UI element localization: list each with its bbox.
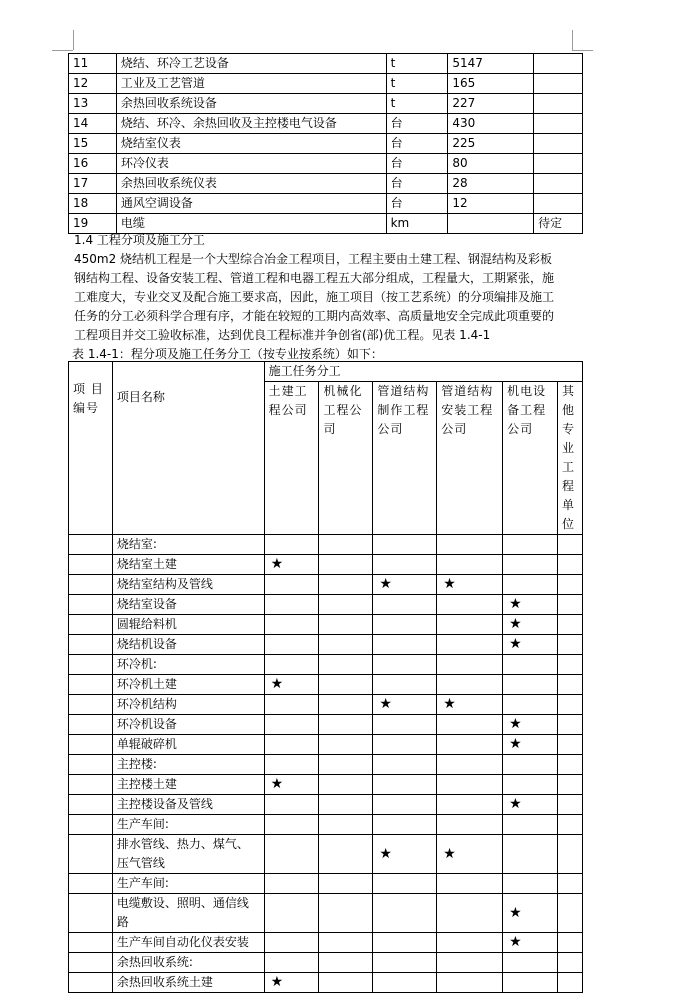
mark-cell: [503, 535, 558, 555]
table-row: [69, 695, 583, 715]
quantity-cell: 165: [448, 74, 534, 94]
mark-cell: [319, 735, 373, 755]
quantity-cell: 430: [448, 114, 534, 134]
unit-cell: 台: [386, 154, 448, 174]
star-mark: ★: [503, 595, 558, 615]
header-column-2: 机械化工程公司: [319, 382, 373, 535]
item-number-cell: [69, 695, 113, 715]
mark-cell: [557, 815, 582, 835]
item-number-cell: 19: [69, 214, 117, 234]
mark-cell: [264, 715, 319, 735]
item-number-cell: [69, 575, 113, 595]
item-name-cell: 生产车间:: [112, 874, 264, 894]
item-number-cell: [69, 953, 113, 973]
mark-cell: [319, 715, 373, 735]
header-column-5: 机电设备工程公司: [503, 382, 558, 535]
mark-cell: [373, 595, 437, 615]
item-number-cell: 15: [69, 134, 117, 154]
mark-cell: [557, 973, 582, 993]
table-caption: 表 1.4-1：程分项及施工任务分工（按专业按系统）如下：: [72, 347, 383, 361]
star-mark: ★: [503, 795, 558, 815]
mark-cell: [373, 953, 437, 973]
item-number-cell: [69, 933, 113, 953]
mark-cell: [557, 695, 582, 715]
table-row: [69, 94, 583, 114]
table-row: [69, 894, 583, 933]
item-number-cell: [69, 595, 113, 615]
unit-cell: 台: [386, 194, 448, 214]
mark-cell: [437, 735, 503, 755]
table-row: [69, 835, 583, 874]
note-cell: [534, 134, 583, 154]
item-number-cell: [69, 555, 113, 575]
item-name-cell: 排水管线、热力、煤气、压气管线: [112, 835, 264, 874]
mark-cell: [557, 835, 582, 874]
mark-cell: [319, 894, 373, 933]
table-row: [69, 874, 583, 894]
item-number-cell: 18: [69, 194, 117, 214]
item-name-cell: 工业及工艺管道: [116, 74, 386, 94]
body-line: 任务的分工必须科学合理有序，才能在较短的工期内高效率、高质量地安全完成此项重要的: [74, 309, 555, 323]
mark-cell: [437, 755, 503, 775]
item-name-cell: 烧结室土建: [112, 555, 264, 575]
mark-cell: [264, 755, 319, 775]
mark-cell: [264, 835, 319, 874]
crop-mark-left-h: [52, 50, 73, 51]
table-row: [69, 973, 583, 993]
star-mark: ★: [437, 695, 503, 715]
note-cell: [534, 54, 583, 74]
mark-cell: [437, 775, 503, 795]
star-mark: ★: [264, 775, 319, 795]
mark-cell: [373, 795, 437, 815]
item-number-cell: 16: [69, 154, 117, 174]
quantity-cell: 227: [448, 94, 534, 114]
item-number-cell: [69, 675, 113, 695]
unit-cell: 台: [386, 134, 448, 154]
item-number-cell: 13: [69, 94, 117, 114]
mark-cell: [373, 973, 437, 993]
mark-cell: [264, 535, 319, 555]
table-row: [69, 74, 583, 94]
note-cell: [534, 194, 583, 214]
note-cell: [534, 94, 583, 114]
mark-cell: [373, 815, 437, 835]
item-number-cell: 11: [69, 54, 117, 74]
star-mark: ★: [264, 973, 319, 993]
mark-cell: [437, 795, 503, 815]
header-column-4: 管道结构安装工程公司: [437, 382, 503, 535]
mark-cell: [319, 575, 373, 595]
item-name-cell: 主控楼土建: [112, 775, 264, 795]
mark-cell: [264, 933, 319, 953]
star-mark: ★: [503, 933, 558, 953]
item-name-cell: 环冷机设备: [112, 715, 264, 735]
item-name-cell: 烧结、环冷、余热回收及主控楼电气设备: [116, 114, 386, 134]
table-row: [69, 675, 583, 695]
mark-cell: [319, 595, 373, 615]
item-name-cell: 环冷机结构: [112, 695, 264, 715]
header-column-1: 土建工程公司: [264, 382, 319, 535]
item-name-cell: 电缆: [116, 214, 386, 234]
mark-cell: [264, 635, 319, 655]
item-name-cell: 通风空调设备: [116, 194, 386, 214]
crop-mark-right-h: [572, 50, 593, 51]
item-name-cell: 余热回收系统土建: [112, 973, 264, 993]
mark-cell: [319, 933, 373, 953]
table-row: [69, 575, 583, 595]
item-name-cell: 余热回收系统:: [112, 953, 264, 973]
item-name-cell: 烧结室:: [112, 535, 264, 555]
item-name-cell: 烧结、环冷工艺设备: [116, 54, 386, 74]
crop-mark-left: [73, 30, 74, 50]
mark-cell: [319, 815, 373, 835]
mark-cell: [503, 555, 558, 575]
mark-cell: [319, 874, 373, 894]
mark-cell: [557, 715, 582, 735]
star-mark: ★: [264, 555, 319, 575]
item-name-cell: 环冷仪表: [116, 154, 386, 174]
mark-cell: [437, 675, 503, 695]
mark-cell: [503, 815, 558, 835]
item-number-cell: [69, 894, 113, 933]
mark-cell: [557, 535, 582, 555]
mark-cell: [373, 675, 437, 695]
table-row: [69, 194, 583, 214]
note-cell: [534, 74, 583, 94]
unit-cell: 台: [386, 114, 448, 134]
mark-cell: [437, 615, 503, 635]
item-number-cell: [69, 815, 113, 835]
item-number-cell: [69, 615, 113, 635]
header-item-number: 项 目编号: [69, 362, 113, 535]
quantity-cell: 80: [448, 154, 534, 174]
mark-cell: [264, 874, 319, 894]
mark-cell: [264, 575, 319, 595]
item-name-cell: 电缆敷设、照明、通信线路: [112, 894, 264, 933]
item-number-cell: [69, 715, 113, 735]
header-task-group: 施工任务分工: [264, 362, 582, 382]
mark-cell: [557, 755, 582, 775]
mark-cell: [319, 953, 373, 973]
mark-cell: [319, 655, 373, 675]
mark-cell: [437, 535, 503, 555]
mark-cell: [319, 835, 373, 874]
table-row: [69, 555, 583, 575]
mark-cell: [373, 874, 437, 894]
mark-cell: [557, 953, 582, 973]
item-name-cell: 圆辊给料机: [112, 615, 264, 635]
table-row: [69, 715, 583, 735]
quantity-cell: 12: [448, 194, 534, 214]
body-line: 钢结构工程、设备安装工程、管道工程和电器工程五大部分组成，工程量大，工期紧张，施: [74, 271, 555, 285]
item-number-cell: [69, 655, 113, 675]
star-mark: ★: [264, 675, 319, 695]
mark-cell: [319, 755, 373, 775]
table-row: [69, 755, 583, 775]
mark-cell: [437, 933, 503, 953]
table-row: [69, 114, 583, 134]
mark-cell: [557, 555, 582, 575]
item-name-cell: 环冷机:: [112, 655, 264, 675]
mark-cell: [373, 755, 437, 775]
star-mark: ★: [373, 835, 437, 874]
mark-cell: [264, 815, 319, 835]
star-mark: ★: [437, 835, 503, 874]
unit-cell: 台: [386, 174, 448, 194]
item-name-cell: 主控楼:: [112, 755, 264, 775]
header-row-top: [69, 362, 583, 382]
body-line: 工难度大，专业交叉及配合施工要求高，因此，施工项目（按工艺系统）的分项编排及施工: [74, 290, 555, 304]
item-name-cell: 烧结室设备: [112, 595, 264, 615]
item-number-cell: [69, 835, 113, 874]
item-name-cell: 烧结室仪表: [116, 134, 386, 154]
mark-cell: [373, 894, 437, 933]
mark-cell: [557, 635, 582, 655]
unit-cell: km: [386, 214, 448, 234]
mark-cell: [503, 655, 558, 675]
item-number-cell: [69, 535, 113, 555]
mark-cell: [264, 795, 319, 815]
mark-cell: [319, 535, 373, 555]
item-number-cell: [69, 795, 113, 815]
mark-cell: [319, 775, 373, 795]
mark-cell: [264, 735, 319, 755]
mark-cell: [319, 555, 373, 575]
unit-cell: t: [386, 74, 448, 94]
body-line: 450m2 烧结机工程是一个大型综合冶金工程项目，工程主要由土建工程、钢混结构及彩板: [74, 252, 553, 266]
mark-cell: [373, 933, 437, 953]
item-number-cell: 17: [69, 174, 117, 194]
mark-cell: [557, 933, 582, 953]
crop-mark-right: [572, 30, 573, 50]
header-column-3: 管道结构制作工程公司: [373, 382, 437, 535]
mark-cell: [557, 675, 582, 695]
item-number-cell: 14: [69, 114, 117, 134]
quantity-cell: 28: [448, 174, 534, 194]
table-row: [69, 795, 583, 815]
mark-cell: [557, 775, 582, 795]
mark-cell: [264, 615, 319, 635]
mark-cell: [557, 795, 582, 815]
table-row: [69, 535, 583, 555]
table-row: [69, 933, 583, 953]
table-row: [69, 54, 583, 74]
table-row: [69, 953, 583, 973]
item-name-cell: 生产车间自动化仪表安装: [112, 933, 264, 953]
mark-cell: [319, 973, 373, 993]
mark-cell: [557, 615, 582, 635]
mark-cell: [503, 953, 558, 973]
note-cell: [534, 174, 583, 194]
mark-cell: [503, 835, 558, 874]
mark-cell: [319, 675, 373, 695]
table-row: [69, 154, 583, 174]
star-mark: ★: [373, 575, 437, 595]
header-item-name: 项目名称: [112, 362, 264, 535]
mark-cell: [373, 735, 437, 755]
mark-cell: [437, 874, 503, 894]
mark-cell: [373, 775, 437, 795]
note-cell: [534, 154, 583, 174]
mark-cell: [319, 695, 373, 715]
mark-cell: [319, 795, 373, 815]
item-number-cell: 12: [69, 74, 117, 94]
mark-cell: [264, 894, 319, 933]
mark-cell: [437, 973, 503, 993]
star-mark: ★: [503, 615, 558, 635]
item-name-cell: 烧结室结构及管线: [112, 575, 264, 595]
section-body: [74, 250, 584, 345]
quantity-table: [68, 53, 583, 234]
star-mark: ★: [503, 894, 558, 933]
mark-cell: [437, 655, 503, 675]
item-name-cell: 余热回收系统仪表: [116, 174, 386, 194]
header-column-6: 其他专业工程单位: [557, 382, 582, 535]
task-division-table: [68, 361, 583, 993]
mark-cell: [503, 575, 558, 595]
mark-cell: [557, 894, 582, 933]
star-mark: ★: [373, 695, 437, 715]
star-mark: ★: [503, 635, 558, 655]
mark-cell: [557, 655, 582, 675]
mark-cell: [437, 555, 503, 575]
mark-cell: [437, 715, 503, 735]
mark-cell: [557, 575, 582, 595]
table-row: [69, 815, 583, 835]
note-cell: 待定: [534, 214, 583, 234]
mark-cell: [319, 615, 373, 635]
unit-cell: t: [386, 94, 448, 114]
table-row: [69, 134, 583, 154]
mark-cell: [503, 775, 558, 795]
mark-cell: [503, 675, 558, 695]
item-name-cell: 烧结机设备: [112, 635, 264, 655]
table-row: [69, 174, 583, 194]
mark-cell: [437, 635, 503, 655]
mark-cell: [437, 815, 503, 835]
unit-cell: t: [386, 54, 448, 74]
quantity-cell: 5147: [448, 54, 534, 74]
mark-cell: [503, 874, 558, 894]
mark-cell: [437, 953, 503, 973]
star-mark: ★: [437, 575, 503, 595]
item-number-cell: [69, 973, 113, 993]
table-row: [69, 775, 583, 795]
quantity-cell: 225: [448, 134, 534, 154]
mark-cell: [437, 595, 503, 615]
mark-cell: [264, 695, 319, 715]
mark-cell: [503, 695, 558, 715]
mark-cell: [264, 595, 319, 615]
mark-cell: [373, 715, 437, 735]
body-line: 工程项目并交工验收标准，达到优良工程标准并争创省(部)优工程。见表 1.4-1: [74, 328, 491, 342]
mark-cell: [373, 615, 437, 635]
table-row: [69, 655, 583, 675]
table-row: [69, 615, 583, 635]
item-name-cell: 余热回收系统设备: [116, 94, 386, 114]
mark-cell: [503, 755, 558, 775]
table-row: [69, 595, 583, 615]
item-number-cell: [69, 874, 113, 894]
mark-cell: [557, 874, 582, 894]
mark-cell: [373, 555, 437, 575]
item-name-cell: 生产车间:: [112, 815, 264, 835]
mark-cell: [373, 655, 437, 675]
mark-cell: [264, 953, 319, 973]
item-number-cell: [69, 775, 113, 795]
item-number-cell: [69, 635, 113, 655]
mark-cell: [557, 595, 582, 615]
table-row: [69, 635, 583, 655]
mark-cell: [503, 973, 558, 993]
table-row: [69, 735, 583, 755]
mark-cell: [264, 655, 319, 675]
item-name-cell: 单辊破碎机: [112, 735, 264, 755]
item-name-cell: 主控楼设备及管线: [112, 795, 264, 815]
item-number-cell: [69, 755, 113, 775]
note-cell: [534, 114, 583, 134]
mark-cell: [319, 635, 373, 655]
item-number-cell: [69, 735, 113, 755]
mark-cell: [373, 535, 437, 555]
section-heading: 1.4 工程分项及施工分工: [74, 233, 205, 247]
star-mark: ★: [503, 715, 558, 735]
star-mark: ★: [503, 735, 558, 755]
item-name-cell: 环冷机土建: [112, 675, 264, 695]
mark-cell: [437, 894, 503, 933]
mark-cell: [373, 635, 437, 655]
mark-cell: [557, 735, 582, 755]
